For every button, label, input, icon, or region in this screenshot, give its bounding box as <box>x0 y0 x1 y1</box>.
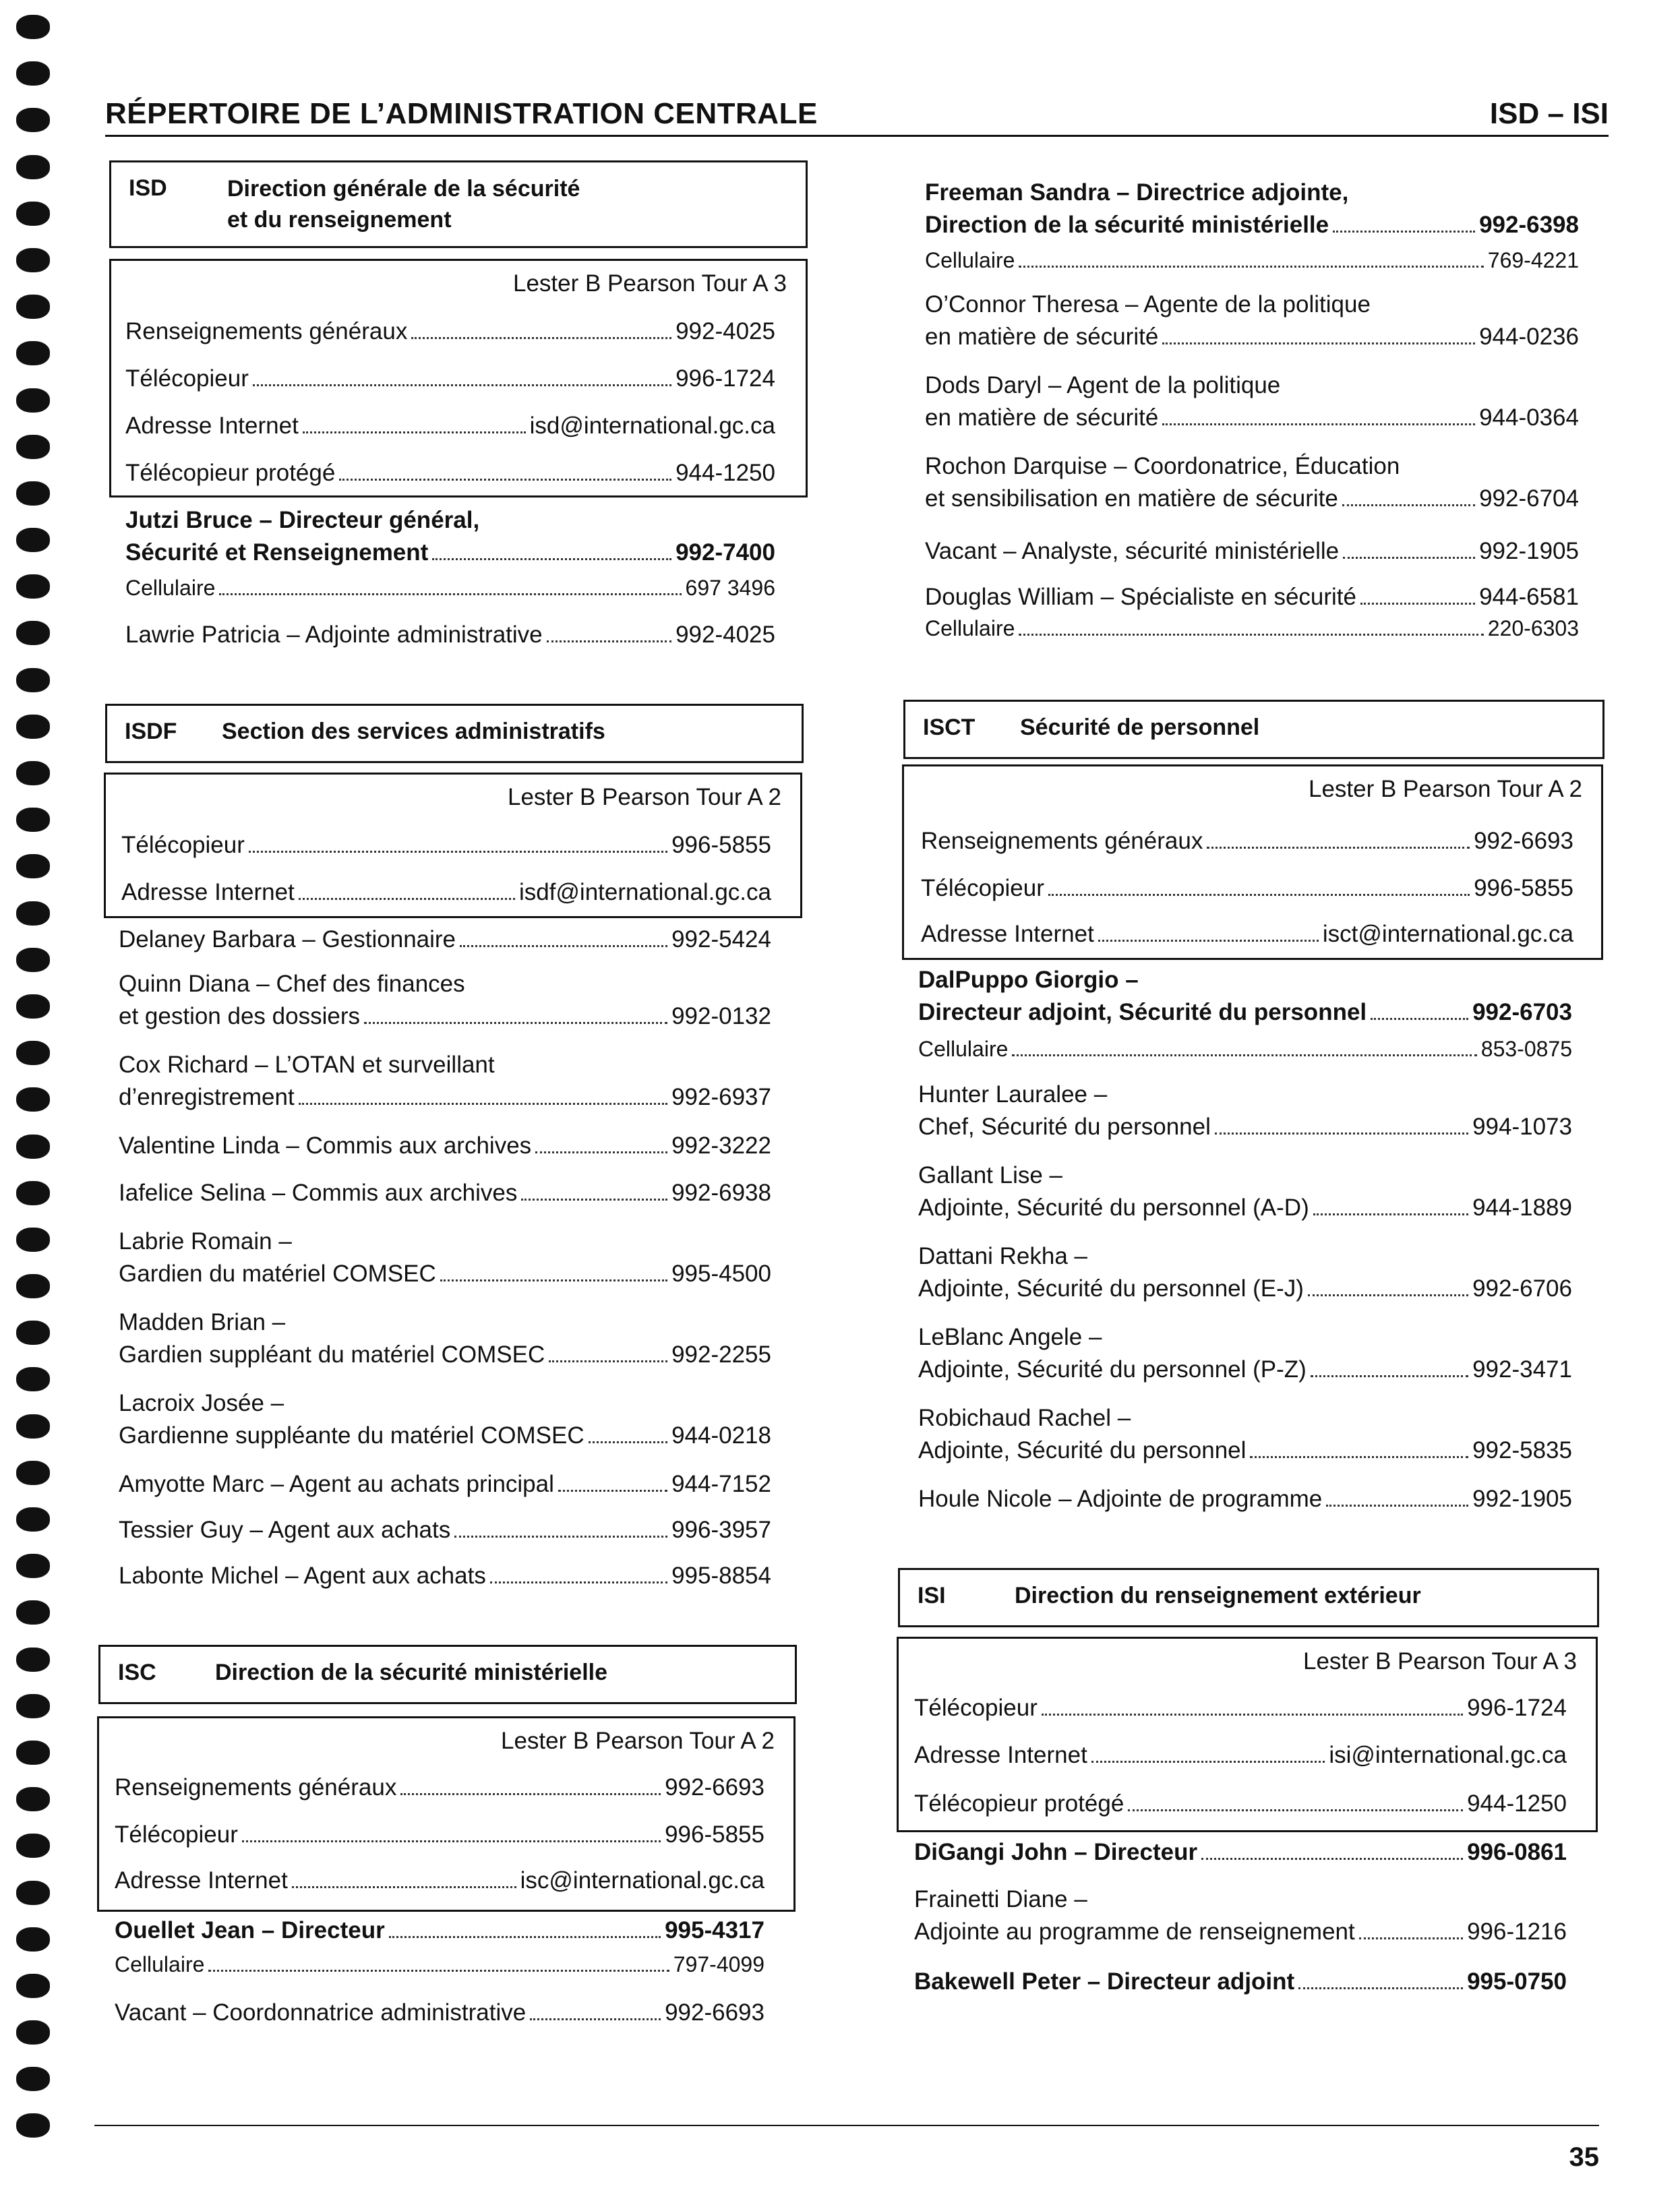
location: Lester B Pearson Tour A 2 <box>500 1728 775 1754</box>
binder-hole <box>16 1507 50 1532</box>
binder-hole <box>16 1694 50 1718</box>
staff-cell: Cellulaire 853-0875 <box>918 1037 1572 1061</box>
binder-hole <box>16 1648 50 1672</box>
info-row: Renseignements généraux 992-6693 <box>115 1774 764 1801</box>
staff-cell: Cellulaire 220-6303 <box>925 616 1579 640</box>
binder-hole <box>16 248 50 272</box>
staff-cell: Cellulaire 697 3496 <box>125 576 775 600</box>
binder-hole <box>16 761 50 785</box>
binder-hole <box>16 1414 50 1439</box>
info-row: Télécopieur protégé 944-1250 <box>914 1790 1567 1817</box>
location: Lester B Pearson Tour A 3 <box>1302 1648 1577 1674</box>
info-row: Télécopieur 996-5855 <box>921 875 1573 901</box>
staff-entry: Vacant – Analyste, sécurité ministérielle 992-1905 <box>925 538 1579 564</box>
section-code: ISC <box>118 1660 156 1685</box>
location: Lester B Pearson Tour A 3 <box>512 270 787 297</box>
info-row: Adresse Internet isct@international.gc.ca <box>921 921 1573 947</box>
binder-hole <box>16 481 50 506</box>
section-name: Section des services administratifs <box>222 719 605 744</box>
binder-hole <box>16 715 50 739</box>
binder-hole <box>16 1367 50 1391</box>
staff-entry: Quinn Diana – Chef des finances et gestion des dossiers 992-0132 <box>119 971 771 1029</box>
binder-hole <box>16 1274 50 1298</box>
section-code: ISD <box>129 175 167 201</box>
staff-entry: LeBlanc Angele – Adjointe, Sécurité du personnel (P-Z) 992-3471 <box>918 1324 1572 1383</box>
binder-hole <box>16 1181 50 1205</box>
binder-hole <box>16 61 50 86</box>
binder-hole <box>16 854 50 878</box>
info-row: Télécopieur 996-1724 <box>914 1695 1567 1721</box>
info-row: Adresse Internet isdf@international.gc.ca <box>121 879 771 905</box>
staff-entry: Rochon Darquise – Coordonatrice, Éducation et sensibilisation en matière de sécurite 992-6704 <box>925 453 1579 512</box>
footer-rule <box>94 2125 1599 2126</box>
binder-hole <box>16 994 50 1019</box>
binder-hole <box>16 808 50 832</box>
section-title-isd <box>109 160 808 248</box>
binder-hole <box>16 435 50 459</box>
binder-hole <box>16 108 50 132</box>
binder-hole <box>16 1087 50 1112</box>
binder-hole <box>16 155 50 179</box>
binder-hole <box>16 1881 50 1905</box>
binder-hole <box>16 1228 50 1252</box>
info-row: Télécopieur 996-5855 <box>115 1821 764 1848</box>
binder-hole <box>16 2020 50 2045</box>
staff-cell: Cellulaire 797-4099 <box>115 1952 764 1976</box>
section-title-isct <box>903 700 1604 759</box>
binder-hole <box>16 668 50 692</box>
staff-entry: Labonte Michel – Agent aux achats 995-8854 <box>119 1563 771 1589</box>
binder-hole <box>16 341 50 365</box>
binder-holes <box>16 15 54 2161</box>
binder-hole <box>16 1554 50 1578</box>
staff-entry: O’Connor Theresa – Agente de la politique en matière de sécurité 944-0236 <box>925 291 1579 350</box>
info-row: Adresse Internet isd@international.gc.ca <box>125 413 775 439</box>
info-row: Renseignements généraux 992-4025 <box>125 318 775 344</box>
staff-entry: Frainetti Diane – Adjointe au programme de renseignement 996-1216 <box>914 1886 1567 1945</box>
info-row: Télécopieur 996-1724 <box>125 365 775 392</box>
binder-hole <box>16 2113 50 2138</box>
staff-entry: Ouellet Jean – Directeur 995-4317 <box>115 1917 764 1943</box>
binder-hole <box>16 1834 50 1858</box>
binder-hole <box>16 295 50 319</box>
staff-entry: Hunter Lauralee – Chef, Sécurité du personnel 994-1073 <box>918 1081 1572 1140</box>
info-row: Télécopieur protégé 944-1250 <box>125 460 775 486</box>
staff-cell: Cellulaire 769-4221 <box>925 248 1579 272</box>
binder-hole <box>16 901 50 926</box>
binder-hole <box>16 2067 50 2091</box>
binder-hole <box>16 1321 50 1345</box>
section-title-isi <box>898 1568 1599 1627</box>
staff-entry: Robichaud Rachel – Adjointe, Sécurité du personnel 992-5835 <box>918 1405 1572 1463</box>
staff-entry: Dattani Rekha – Adjointe, Sécurité du personnel (E-J) 992-6706 <box>918 1243 1572 1302</box>
staff-entry: Jutzi Bruce – Directeur général, Sécurité et Renseignement 992-7400 <box>125 507 775 566</box>
staff-entry: Iafelice Selina – Commis aux archives 992-6938 <box>119 1180 771 1206</box>
info-row: Renseignements généraux 992-6693 <box>921 828 1573 854</box>
section-name: Sécurité de personnel <box>1020 715 1260 740</box>
binder-hole <box>16 1041 50 1065</box>
binder-hole <box>16 1135 50 1159</box>
staff-entry: Lacroix Josée – Gardienne suppléante du matériel COMSEC 944-0218 <box>119 1390 771 1449</box>
binder-hole <box>16 388 50 413</box>
section-code-range: ISD – ISI <box>1489 97 1609 130</box>
info-row: Adresse Internet isc@international.gc.ca <box>115 1867 764 1894</box>
location: Lester B Pearson Tour A 2 <box>507 784 781 810</box>
binder-hole <box>16 15 50 39</box>
info-row: Télécopieur 996-5855 <box>121 832 771 858</box>
binder-hole <box>16 528 50 552</box>
staff-entry: Houle Nicole – Adjointe de programme 992-1905 <box>918 1486 1572 1512</box>
binder-hole <box>16 1974 50 1998</box>
section-name: Direction de la sécurité ministérielle <box>215 1660 608 1685</box>
binder-hole <box>16 621 50 645</box>
page-number: 35 <box>1569 2142 1599 2172</box>
staff-entry: Lawrie Patricia – Adjointe administrative 992-4025 <box>125 622 775 648</box>
staff-entry: Tessier Guy – Agent aux achats 996-3957 <box>119 1517 771 1543</box>
binder-hole <box>16 202 50 226</box>
page-header <box>105 89 1609 137</box>
staff-entry: Delaney Barbara – Gestionnaire 992-5424 <box>119 926 771 953</box>
section-name: Direction générale de la sécurité et du renseignement <box>227 176 580 233</box>
staff-entry: Labrie Romain – Gardien du matériel COMSEC 995-4500 <box>119 1228 771 1287</box>
staff-entry: DiGangi John – Directeur 996-0861 <box>914 1839 1567 1865</box>
info-row: Adresse Internet isi@international.gc.ca <box>914 1742 1567 1768</box>
binder-hole <box>16 1787 50 1811</box>
binder-hole <box>16 1741 50 1765</box>
section-code: ISCT <box>923 715 976 740</box>
staff-entry: Cox Richard – L’OTAN et surveillant d’enregistrement 992-6937 <box>119 1052 771 1110</box>
page-title: RÉPERTOIRE DE L’ADMINISTRATION CENTRALE <box>105 97 818 130</box>
binder-hole <box>16 948 50 972</box>
staff-entry: Bakewell Peter – Directeur adjoint 995-0750 <box>914 1968 1567 1995</box>
section-code: ISI <box>918 1583 946 1608</box>
staff-entry: DalPuppo Giorgio – Directeur adjoint, Sécurité du personnel 992-6703 <box>918 967 1572 1025</box>
staff-entry: Valentine Linda – Commis aux archives 992-3222 <box>119 1132 771 1159</box>
binder-hole <box>16 1600 50 1625</box>
section-title-isc <box>98 1645 797 1704</box>
section-title-isdf <box>105 704 804 763</box>
binder-hole <box>16 1461 50 1485</box>
staff-entry: Amyotte Marc – Agent au achats principal 944-7152 <box>119 1471 771 1497</box>
staff-entry: Vacant – Coordonnatrice administrative 992-6693 <box>115 1999 764 2026</box>
staff-entry: Dods Daryl – Agent de la politique en matière de sécurité 944-0364 <box>925 372 1579 431</box>
binder-hole <box>16 1927 50 1952</box>
section-name: Direction du renseignement extérieur <box>1015 1583 1421 1608</box>
staff-entry: Madden Brian – Gardien suppléant du matériel COMSEC 992-2255 <box>119 1309 771 1368</box>
binder-hole <box>16 574 50 599</box>
staff-entry: Douglas William – Spécialiste en sécurité 944-6581 <box>925 584 1579 610</box>
staff-entry: Gallant Lise – Adjointe, Sécurité du personnel (A-D) 944-1889 <box>918 1162 1572 1221</box>
section-code: ISDF <box>125 719 177 744</box>
staff-entry: Freeman Sandra – Directrice adjointe, Direction de la sécurité ministérielle 992-6398 <box>925 179 1579 238</box>
location: Lester B Pearson Tour A 2 <box>1308 776 1582 802</box>
